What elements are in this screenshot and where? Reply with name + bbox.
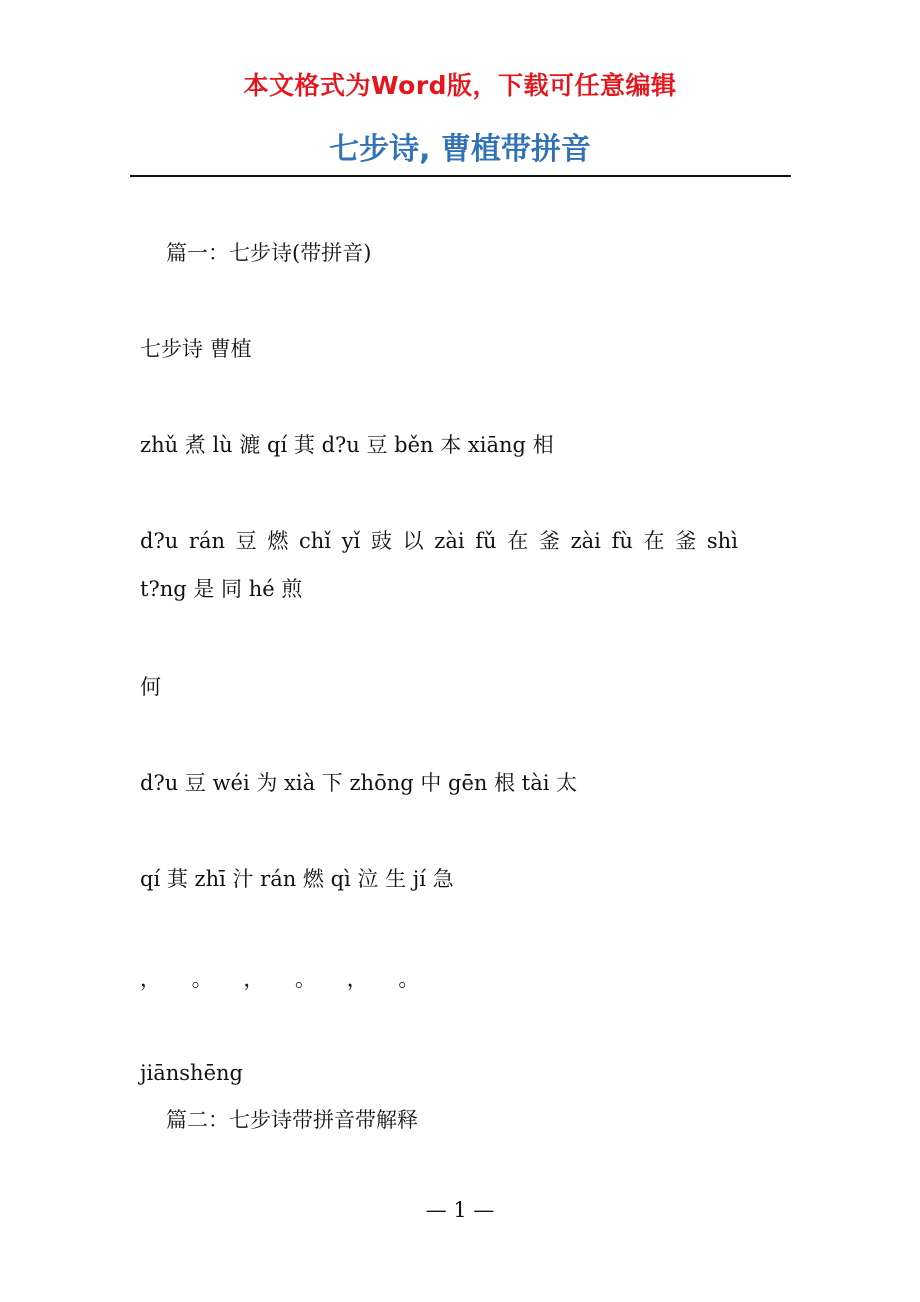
title-divider xyxy=(130,175,791,177)
section2-heading: 篇二：七步诗带拼音带解释 xyxy=(166,1108,418,1132)
poem-line-4: d?u 豆 wéi 为 xià 下 zhōng 中 gēn 根 tài 太 xyxy=(140,771,578,795)
poem-title: 七步诗 曹植 xyxy=(140,337,252,361)
poem-line-1: zhǔ 煮 lù 漉 qí 萁 d?u 豆 běn 本 xiāng 相 xyxy=(140,433,554,457)
poem-line-5: qí 萁 zhī 汁 rán 燃 qì 泣 生 jí 急 xyxy=(140,867,454,891)
section1-heading: 篇一：七步诗(带拼音) xyxy=(166,241,372,265)
poem-line-2a: d?u rán 豆 燃 chǐ yǐ 豉 以 zài fǔ 在 釜 zài fù 在 釜 shì xyxy=(140,529,738,553)
page-number: — 1 — xyxy=(425,1198,495,1222)
document-title: 七步诗, 曹植带拼音 xyxy=(329,132,591,167)
download-banner: 本文格式为Word版，下载可任意编辑 xyxy=(243,71,677,100)
poem-line-2b: t?ng 是 同 hé 煎 xyxy=(140,577,303,601)
punctuation-line: ， 。 ， 。 ， 。 xyxy=(140,967,420,991)
poem-line-3: 何 xyxy=(140,675,161,699)
poem-line-6: jiānshēng xyxy=(140,1061,243,1085)
